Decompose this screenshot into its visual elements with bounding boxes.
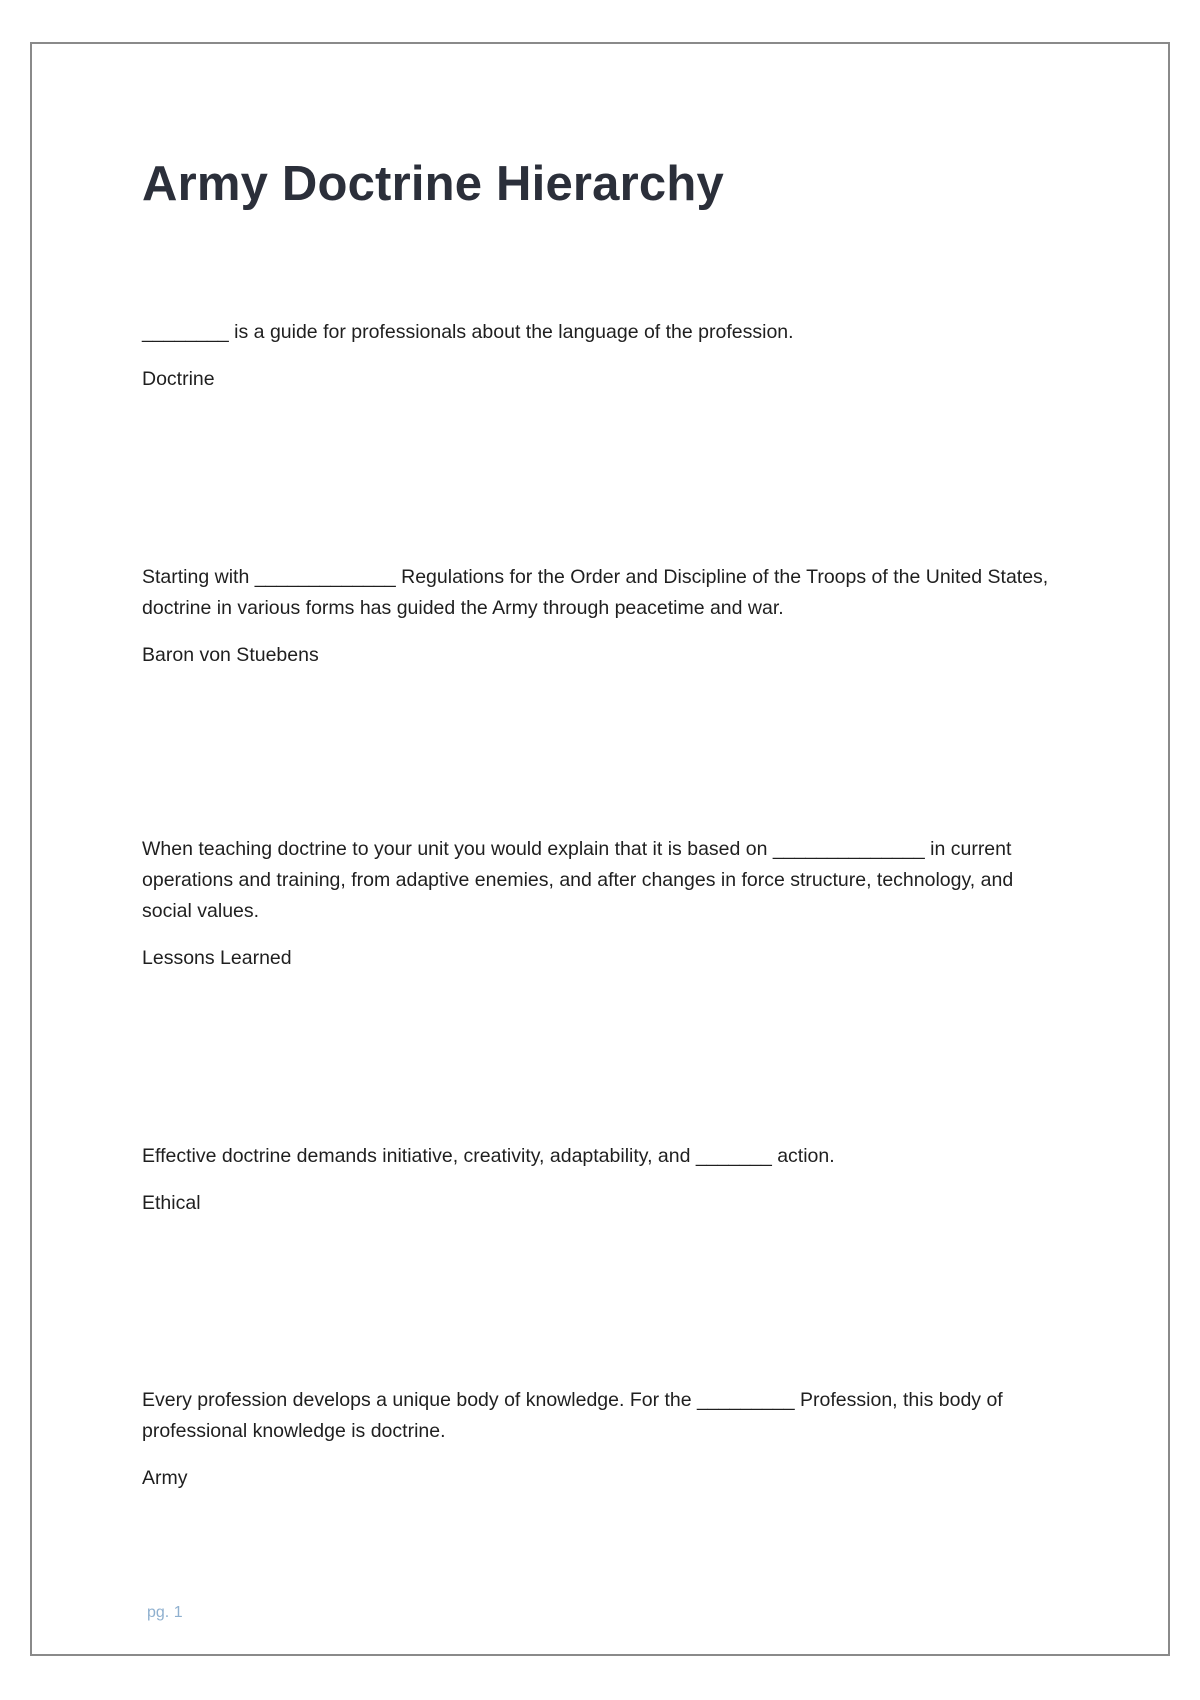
question-text: Effective doctrine demands initiative, creativity, adaptability, and _______ action. [142,1145,835,1167]
question-block-4 [142,1141,1052,1217]
answer-text: Doctrine [142,368,215,390]
question-text: When teaching doctrine to your unit you would explain that it is based on ______________ in current operations and training, from adaptive enemies, and after changes in force structure, technology, and social values. [142,838,1014,922]
answer-text: Baron von Stuebens [142,644,319,666]
document-page [30,42,1170,1656]
question-text: Every profession develops a unique body of knowledge. For the _________ Profession, this body of professional knowledge is doctrine. [142,1389,1003,1442]
document-title: Army Doctrine Hierarchy [142,157,724,211]
question-block-1 [142,317,1052,393]
answer-text: Lessons Learned [142,947,292,969]
question-block-3 [142,834,1052,972]
answer-text: Army [142,1467,188,1489]
page-number: pg. 1 [147,1604,183,1621]
question-text: ________ is a guide for professionals about the language of the profession. [142,321,794,343]
question-block-2 [142,562,1052,669]
question-block-5 [142,1385,1052,1492]
question-text: Starting with _____________ Regulations for the Order and Discipline of the Troops of the United States, doctrine in various forms has guided the Army through peacetime and war. [142,566,1049,619]
answer-text: Ethical [142,1192,201,1214]
